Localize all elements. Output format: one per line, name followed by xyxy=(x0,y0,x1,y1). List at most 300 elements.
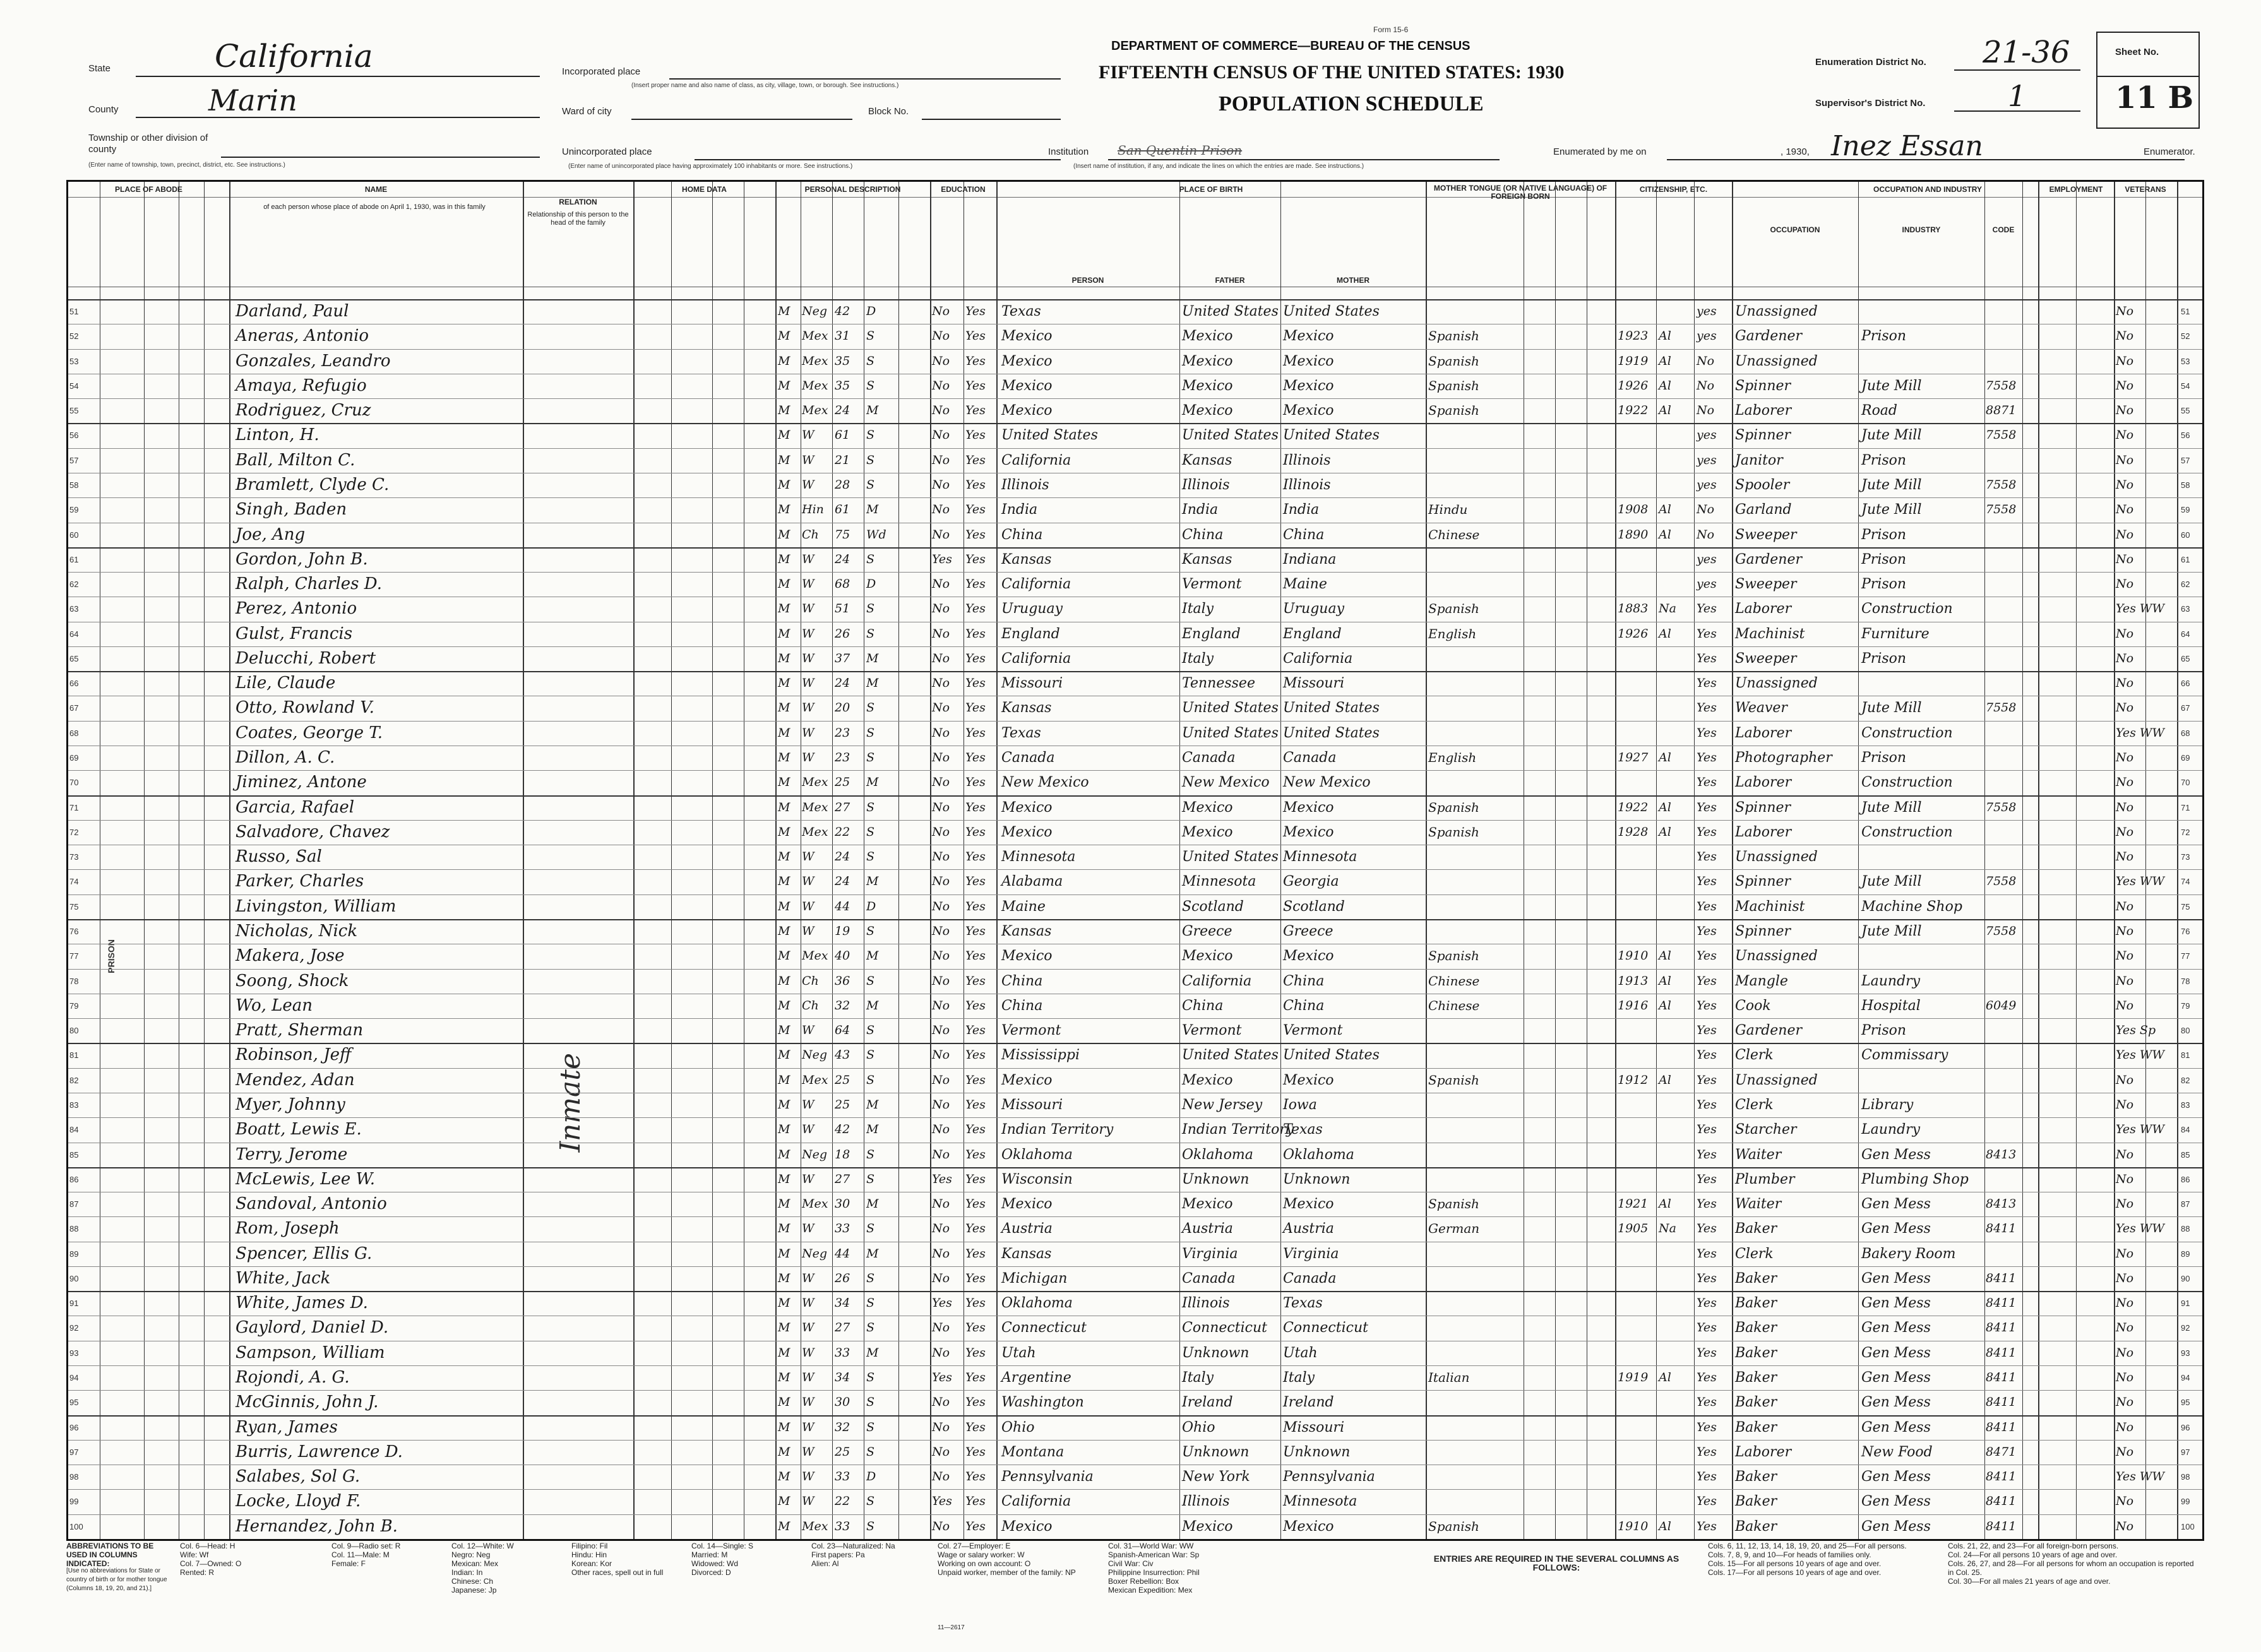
sex-cell: M xyxy=(778,850,790,864)
name-cell: Nicholas, Nick xyxy=(236,922,358,941)
name-cell: Burris, Lawrence D. xyxy=(236,1442,403,1461)
immigration-year-cell: 1926 xyxy=(1618,378,1649,393)
occupation-cell: Laborer xyxy=(1735,403,1792,419)
table-row xyxy=(68,1216,2202,1241)
occupation-cell: Laborer xyxy=(1735,824,1792,840)
industry-cell: Hospital xyxy=(1861,997,1921,1014)
read-write-cell: Yes xyxy=(965,998,986,1013)
line-number: 61 xyxy=(69,554,79,564)
birthplace-cell: Ohio xyxy=(1001,1419,1035,1435)
age-cell: 51 xyxy=(835,602,850,616)
line-number: 56 xyxy=(69,431,79,441)
line-number: 59 xyxy=(69,505,79,515)
marital-cell: M xyxy=(866,676,879,691)
father-birthplace-cell: United States xyxy=(1182,304,1279,319)
name-cell: Linton, H. xyxy=(236,425,319,445)
marital-cell: S xyxy=(866,824,875,839)
father-birthplace-cell: United States xyxy=(1182,1047,1279,1064)
line-number-right: 72 xyxy=(2181,827,2190,837)
veteran-cell: No xyxy=(2116,1271,2134,1285)
speaks-english-cell: yes xyxy=(1697,453,1717,467)
legend-race-cont: Filipino: Fil Hindu: Hin Korean: Kor Other races, spell out in full xyxy=(571,1542,664,1577)
marital-cell: M xyxy=(866,998,879,1013)
code-cell: 8411 xyxy=(1986,1494,2017,1509)
race-cell: Ch xyxy=(802,973,819,988)
code-cell: 7558 xyxy=(1986,701,2017,715)
marital-cell: S xyxy=(866,329,875,343)
name-cell: Locke, Lloyd F. xyxy=(236,1492,361,1511)
incorporated-line xyxy=(669,78,1061,80)
race-cell: W xyxy=(802,676,814,691)
speaks-english-cell: Yes xyxy=(1697,751,1717,765)
father-birthplace-cell: Mexico xyxy=(1182,1072,1233,1088)
relation-header-note: Relationship of this person to the head of the family xyxy=(527,211,629,227)
mother-tongue-cell: English xyxy=(1428,750,1477,766)
state-label: State xyxy=(88,63,111,74)
mother-birthplace-cell: Indiana xyxy=(1283,551,1337,568)
line-number-right: 92 xyxy=(2181,1323,2190,1333)
speaks-english-cell: Yes xyxy=(1697,1048,1717,1062)
line-number: 96 xyxy=(69,1422,79,1432)
line-number: 75 xyxy=(69,901,79,912)
mother-birthplace-cell: Virginia xyxy=(1283,1245,1339,1262)
occupation-cell: Baker xyxy=(1735,1469,1777,1485)
father-birthplace-cell: Canada xyxy=(1182,750,1236,766)
race-cell: W xyxy=(802,1444,814,1459)
school-cell: No xyxy=(932,403,950,418)
table-row xyxy=(68,646,2202,671)
veteran-cell: No xyxy=(2116,775,2134,790)
line-number-right: 51 xyxy=(2181,307,2190,316)
name-cell: Terry, Jerome xyxy=(236,1144,348,1164)
table-row xyxy=(68,671,2202,696)
age-cell: 25 xyxy=(835,1097,850,1112)
school-cell: No xyxy=(932,378,950,393)
read-write-cell: Yes xyxy=(965,800,986,814)
occupation-cell: Sweeper xyxy=(1735,650,1797,667)
speaks-english-cell: Yes xyxy=(1697,800,1717,814)
sex-cell: M xyxy=(778,725,790,740)
father-birthplace-cell: Austria xyxy=(1182,1221,1233,1237)
line-number-right: 77 xyxy=(2181,951,2190,961)
age-cell: 27 xyxy=(835,1172,850,1186)
veteran-cell: No xyxy=(2116,949,2134,963)
line-number: 70 xyxy=(69,778,79,788)
father-birthplace-cell: Unknown xyxy=(1182,1345,1250,1361)
father-birthplace-cell: Mexico xyxy=(1182,1196,1233,1213)
birthplace-cell: Mexico xyxy=(1001,1196,1053,1213)
table-row xyxy=(68,423,2202,448)
age-cell: 27 xyxy=(835,800,850,814)
occupation-cell: Baker xyxy=(1735,1270,1777,1287)
mother-birthplace-cell: Maine xyxy=(1283,576,1327,593)
occupation-cell: Waiter xyxy=(1735,1146,1782,1163)
table-row xyxy=(68,969,2202,994)
name-cell: Gaylord, Daniel D. xyxy=(236,1318,389,1338)
father-birthplace-cell: Canada xyxy=(1182,1270,1236,1287)
table-row xyxy=(68,398,2202,423)
mother-birthplace-cell: India xyxy=(1283,502,1320,518)
race-cell: Hin xyxy=(802,502,824,517)
code-cell: 8411 xyxy=(1986,1271,2017,1285)
institution-note: (Insert name of institution, if any, and indicate the lines on which the entries are made. See instructions.) xyxy=(1073,163,1364,170)
code-cell: 8871 xyxy=(1986,403,2017,418)
mother-tongue-cell: English xyxy=(1428,626,1477,641)
mother-birthplace-cell: Texas xyxy=(1283,1295,1323,1312)
code-cell: 8471 xyxy=(1986,1444,2017,1459)
line-number: 74 xyxy=(69,877,79,887)
line-number: 60 xyxy=(69,530,79,540)
speaks-english-cell: Yes xyxy=(1697,998,1717,1013)
race-cell: W xyxy=(802,1271,814,1285)
school-cell: No xyxy=(932,577,950,591)
read-write-cell: Yes xyxy=(965,626,986,641)
sex-cell: M xyxy=(778,1345,790,1360)
township-note: (Enter name of township, town, precinct, district, etc. See instructions.) xyxy=(88,162,285,169)
school-cell: No xyxy=(932,874,950,889)
marital-cell: D xyxy=(866,899,876,913)
race-cell: W xyxy=(802,1395,814,1410)
age-cell: 75 xyxy=(835,527,850,542)
birth-father-header: FATHER xyxy=(1215,276,1245,285)
sex-cell: M xyxy=(778,329,790,343)
read-write-cell: Yes xyxy=(965,378,986,393)
mother-birthplace-cell: Mexico xyxy=(1283,328,1334,345)
read-write-cell: Yes xyxy=(965,850,986,864)
speaks-english-cell: Yes xyxy=(1697,1073,1717,1087)
race-cell: W xyxy=(802,751,814,765)
sex-cell: M xyxy=(778,775,790,790)
school-cell: No xyxy=(932,527,950,542)
industry-cell: Prison xyxy=(1861,328,1907,345)
sex-cell: M xyxy=(778,1519,790,1533)
name-cell: Robinson, Jeff xyxy=(236,1045,352,1065)
race-cell: Mex xyxy=(802,824,828,839)
birthplace-cell: Connecticut xyxy=(1001,1320,1087,1336)
table-row xyxy=(68,746,2202,770)
age-cell: 22 xyxy=(835,1494,850,1509)
industry-cell: Machine Shop xyxy=(1861,898,1962,915)
naturalization-cell: Na xyxy=(1659,602,1676,616)
marital-cell: S xyxy=(866,477,875,492)
speaks-english-cell: yes xyxy=(1697,428,1717,443)
line-number: 83 xyxy=(69,1100,79,1110)
birthplace-cell: Kansas xyxy=(1001,551,1052,568)
age-cell: 20 xyxy=(835,701,850,715)
marital-cell: M xyxy=(866,502,879,517)
ward-label: Ward of city xyxy=(562,106,612,117)
industry-cell: Jute Mill xyxy=(1861,799,1922,816)
mother-birthplace-cell: Mexico xyxy=(1283,403,1334,419)
code-cell: 8411 xyxy=(1986,1470,2017,1484)
line-number: 67 xyxy=(69,703,79,713)
citizenship-header: CITIZENSHIP, ETC. xyxy=(1639,185,1708,194)
read-write-cell: Yes xyxy=(965,552,986,566)
veterans-header: VETERANS xyxy=(2125,185,2166,194)
speaks-english-cell: No xyxy=(1697,378,1715,393)
father-birthplace-cell: Ohio xyxy=(1182,1419,1215,1435)
school-cell: No xyxy=(932,1246,950,1261)
place-of-birth-header: PLACE OF BIRTH xyxy=(1179,185,1243,194)
immigration-year-cell: 1916 xyxy=(1618,998,1649,1013)
name-cell: Ball, Milton C. xyxy=(236,450,355,470)
table-row xyxy=(68,820,2202,845)
entries-text: Cols. 6, 11, 12, 13, 14, 18, 19, 20, and 25—For all persons. Cols. 7, 8, 9, and 10—For heads of families only. Cols. 15—For all persons 10 years of age and over. Cols. 17—For all persons 10 years of age and over. xyxy=(1708,1542,1907,1577)
age-cell: 28 xyxy=(835,477,850,492)
birth-mother-header: MOTHER xyxy=(1337,276,1369,285)
age-cell: 25 xyxy=(835,775,850,790)
speaks-english-cell: Yes xyxy=(1697,1321,1717,1335)
line-number: 69 xyxy=(69,753,79,763)
speaks-english-cell: No xyxy=(1697,502,1715,517)
speaks-english-cell: Yes xyxy=(1697,1172,1717,1186)
immigration-year-cell: 1919 xyxy=(1618,1370,1649,1385)
father-birthplace-cell: Italy xyxy=(1182,601,1214,617)
line-number: 64 xyxy=(69,629,79,639)
school-cell: No xyxy=(932,899,950,913)
birthplace-cell: Alabama xyxy=(1001,874,1063,890)
sex-cell: M xyxy=(778,949,790,963)
marital-cell: S xyxy=(866,1221,875,1236)
table-row xyxy=(68,547,2202,572)
mother-tongue-cell: Spanish xyxy=(1428,1072,1479,1088)
school-cell: Yes xyxy=(932,1370,952,1385)
occupation-cell: Unassigned xyxy=(1735,353,1818,369)
school-cell: No xyxy=(932,850,950,864)
veteran-cell: No xyxy=(2116,354,2134,368)
mother-birthplace-cell: Austria xyxy=(1283,1221,1334,1237)
school-cell: Yes xyxy=(932,552,952,566)
industry-cell: Jute Mill xyxy=(1861,377,1922,394)
occupation-cell: Gardener xyxy=(1735,1023,1803,1039)
name-cell: Wo, Lean xyxy=(236,995,313,1015)
sex-cell: M xyxy=(778,751,790,765)
speaks-english-cell: Yes xyxy=(1697,701,1717,715)
race-cell: W xyxy=(802,1221,814,1236)
table-row xyxy=(68,1018,2202,1043)
line-number: 98 xyxy=(69,1472,79,1482)
read-write-cell: Yes xyxy=(965,1097,986,1112)
read-write-cell: Yes xyxy=(965,1321,986,1335)
mother-birthplace-cell: United States xyxy=(1283,304,1380,319)
name-cell: Mendez, Adan xyxy=(236,1070,355,1090)
legend-relation: Col. 6—Head: H Wife: Wf Col. 7—Owned: O Rented: R xyxy=(180,1542,242,1577)
sex-cell: M xyxy=(778,1271,790,1285)
marital-cell: M xyxy=(866,1246,879,1261)
speaks-english-cell: Yes xyxy=(1697,949,1717,963)
mother-birthplace-cell: Canada xyxy=(1283,1270,1337,1287)
line-number-right: 85 xyxy=(2181,1150,2190,1160)
incorporated-label: Incorporated place xyxy=(562,66,641,77)
birthplace-cell: Washington xyxy=(1001,1394,1084,1411)
age-cell: 36 xyxy=(835,973,850,988)
birthplace-cell: California xyxy=(1001,452,1071,468)
name-cell: Myer, Johnny xyxy=(236,1095,345,1114)
occupation-cell: Mangle xyxy=(1735,973,1788,989)
age-cell: 32 xyxy=(835,998,850,1013)
line-number: 55 xyxy=(69,406,79,416)
table-row xyxy=(68,523,2202,547)
table-row xyxy=(68,374,2202,398)
marital-cell: S xyxy=(866,701,875,715)
naturalization-cell: Al xyxy=(1659,800,1671,814)
legend-race: Col. 12—White: W Negro: Neg Mexican: Mex Indian: In Chinese: Ch Japanese: Jp xyxy=(451,1542,514,1595)
line-number: 95 xyxy=(69,1398,79,1408)
line-number-right: 84 xyxy=(2181,1125,2190,1135)
veteran-cell: Yes Sp xyxy=(2116,1023,2156,1038)
speaks-english-cell: Yes xyxy=(1697,1221,1717,1236)
read-write-cell: Yes xyxy=(965,1395,986,1410)
birthplace-cell: Kansas xyxy=(1001,924,1052,939)
marital-cell: S xyxy=(866,552,875,566)
naturalization-cell: Na xyxy=(1659,1221,1676,1236)
read-write-cell: Yes xyxy=(965,403,986,418)
occupation-cell: Baker xyxy=(1735,1320,1777,1336)
father-birthplace-cell: Unknown xyxy=(1182,1171,1250,1187)
read-write-cell: Yes xyxy=(965,1073,986,1087)
line-number: 51 xyxy=(69,307,79,316)
name-cell: Livingston, William xyxy=(236,896,397,916)
race-cell: Mex xyxy=(802,949,828,963)
read-write-cell: Yes xyxy=(965,775,986,790)
father-birthplace-cell: Illinois xyxy=(1182,1494,1230,1510)
mother-birthplace-cell: Missouri xyxy=(1283,675,1345,692)
industry-cell: Prison xyxy=(1861,452,1907,468)
birthplace-cell: Texas xyxy=(1001,725,1041,741)
occupation-cell: Spinner xyxy=(1735,427,1791,444)
line-number: 92 xyxy=(69,1323,79,1333)
speaks-english-cell: Yes xyxy=(1697,1147,1717,1162)
speaks-english-cell: Yes xyxy=(1697,602,1717,616)
occupation-cell: Laborer xyxy=(1735,775,1792,791)
school-cell: No xyxy=(932,775,950,790)
veteran-cell: No xyxy=(2116,824,2134,839)
veteran-cell: No xyxy=(2116,924,2134,938)
father-birthplace-cell: United States xyxy=(1182,725,1279,741)
industry-cell: Library xyxy=(1861,1096,1914,1113)
industry-cell: Gen Mess xyxy=(1861,1494,1931,1510)
table-row xyxy=(68,299,2202,324)
line-number-right: 95 xyxy=(2181,1398,2190,1408)
line-number: 94 xyxy=(69,1373,79,1383)
veteran-cell: Yes WW xyxy=(2116,874,2164,889)
veteran-cell: Yes WW xyxy=(2116,1048,2164,1062)
father-birthplace-cell: New Jersey xyxy=(1182,1096,1263,1113)
table-row xyxy=(68,894,2202,919)
sex-cell: M xyxy=(778,1395,790,1410)
veteran-cell: No xyxy=(2116,502,2134,517)
read-write-cell: Yes xyxy=(965,577,986,591)
naturalization-cell: Al xyxy=(1659,1197,1671,1211)
mother-birthplace-cell: New Mexico xyxy=(1283,775,1371,791)
industry-cell: Jute Mill xyxy=(1861,502,1922,518)
school-cell: Yes xyxy=(932,1172,952,1186)
table-row xyxy=(68,1143,2202,1167)
name-cell: Spencer, Ellis G. xyxy=(236,1244,373,1263)
school-cell: No xyxy=(932,973,950,988)
father-birthplace-cell: Illinois xyxy=(1182,1295,1230,1312)
table-row xyxy=(68,324,2202,348)
line-number-right: 98 xyxy=(2181,1472,2190,1482)
table-row xyxy=(68,1117,2202,1142)
marital-cell: S xyxy=(866,1420,875,1434)
speaks-english-cell: yes xyxy=(1697,477,1717,492)
marital-cell: S xyxy=(866,1172,875,1186)
schedule-footer xyxy=(66,1542,2200,1649)
birthplace-cell: Uruguay xyxy=(1001,601,1063,617)
read-write-cell: Yes xyxy=(965,973,986,988)
school-cell: No xyxy=(932,502,950,517)
occupation-cell: Laborer xyxy=(1735,1444,1792,1460)
school-cell: No xyxy=(932,428,950,443)
occupation-cell: Laborer xyxy=(1735,725,1792,741)
name-cell: Singh, Baden xyxy=(236,500,347,520)
block-label: Block No. xyxy=(868,106,909,117)
father-birthplace-cell: Mexico xyxy=(1182,403,1233,419)
industry-cell: Jute Mill xyxy=(1861,700,1922,716)
mother-birthplace-cell: California xyxy=(1283,650,1353,667)
age-cell: 43 xyxy=(835,1048,850,1062)
industry-cell: Construction xyxy=(1861,601,1953,617)
industry-cell: Gen Mess xyxy=(1861,1469,1931,1485)
industry-cell: Gen Mess xyxy=(1861,1146,1931,1163)
personal-description-header: PERSONAL DESCRIPTION xyxy=(804,185,901,194)
occupation-cell: Sweeper xyxy=(1735,526,1797,543)
race-cell: Mex xyxy=(802,1519,828,1533)
age-cell: 24 xyxy=(835,850,850,864)
name-cell: Pratt, Sherman xyxy=(236,1021,364,1040)
mother-birthplace-cell: Minnesota xyxy=(1283,1494,1357,1510)
race-cell: W xyxy=(802,552,814,566)
mother-birthplace-cell: Pennsylvania xyxy=(1283,1469,1375,1485)
birthplace-cell: California xyxy=(1001,576,1071,593)
speaks-english-cell: Yes xyxy=(1697,1271,1717,1285)
age-cell: 24 xyxy=(835,403,850,418)
marital-cell: S xyxy=(866,1519,875,1533)
table-row xyxy=(68,1415,2202,1440)
immigration-year-cell: 1912 xyxy=(1618,1073,1649,1087)
age-cell: 24 xyxy=(835,676,850,691)
race-cell: W xyxy=(802,626,814,641)
birthplace-cell: Pennsylvania xyxy=(1001,1469,1094,1485)
read-write-cell: Yes xyxy=(965,949,986,963)
entries-text-2: Cols. 21, 22, and 23—For all foreign-born persons. Col. 24—For all persons 10 years of age and over. Cols. 26, 27, and 28—For all persons for whom an occupation is reported in Col. 25. Col. 30—For all males 21 years of age and over. xyxy=(1948,1542,2194,1586)
father-birthplace-cell: United States xyxy=(1182,700,1279,716)
unincorporated-note: (Enter name of unincorporated place having approximately 100 inhabitants or more. See instructions.) xyxy=(568,163,853,170)
read-write-cell: Yes xyxy=(965,1048,986,1062)
industry-cell: Gen Mess xyxy=(1861,1370,1931,1386)
school-cell: No xyxy=(932,354,950,368)
father-birthplace-cell: Mexico xyxy=(1182,824,1233,840)
marital-cell: S xyxy=(866,1271,875,1285)
age-cell: 68 xyxy=(835,577,850,591)
table-row xyxy=(68,349,2202,374)
veteran-cell: No xyxy=(2116,428,2134,443)
place-of-abode-header: PLACE OF ABODE xyxy=(115,185,182,194)
read-write-cell: Yes xyxy=(965,824,986,839)
school-cell: No xyxy=(932,1345,950,1360)
age-cell: 40 xyxy=(835,949,850,963)
age-cell: 19 xyxy=(835,924,850,938)
school-cell: No xyxy=(932,1147,950,1162)
father-birthplace-cell: Mexico xyxy=(1182,377,1233,394)
father-birthplace-cell: Italy xyxy=(1182,1370,1214,1386)
age-cell: 30 xyxy=(835,1395,850,1410)
line-number-right: 64 xyxy=(2181,629,2190,639)
veteran-cell: No xyxy=(2116,1097,2134,1112)
table-row xyxy=(68,1316,2202,1340)
line-number-right: 86 xyxy=(2181,1174,2190,1184)
